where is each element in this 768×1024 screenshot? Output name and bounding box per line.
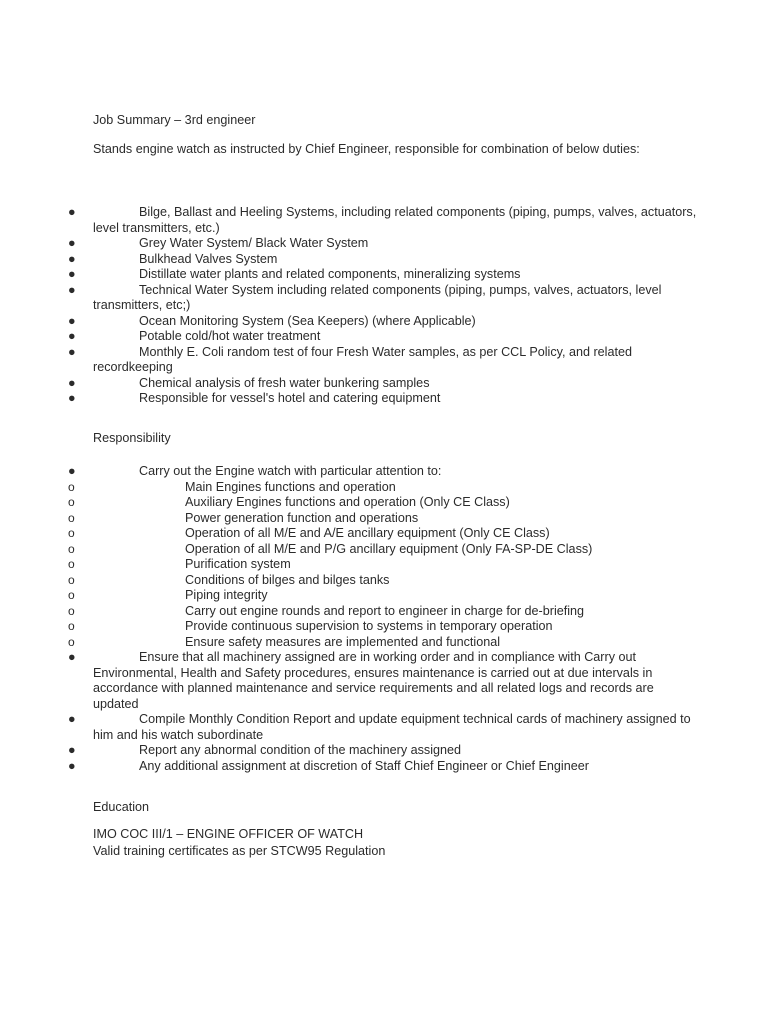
responsibilities-list [0, 464, 700, 774]
duties-list [0, 205, 700, 407]
circle-bullet-icon: o [68, 572, 75, 587]
sub-list-item: o Conditions of bilges and bilges tanks [68, 572, 390, 587]
circle-bullet-icon: o [68, 510, 75, 525]
sub-list-item: o Operation of all M/E and A/E ancillary equipment (Only CE Class) [68, 526, 550, 540]
list-item: ● Carry out the Engine watch with particular attention to: [68, 464, 442, 478]
job-summary-title: Job Summary – 3rd engineer [93, 113, 256, 127]
list-item: ● Ensure that all machinery assigned are in working order and in compliance with Carry out Environmental, Health and Safety procedures, ensures maintenance is carried out at due intervals in accordance with planned maintenance and service requirements and all related logs and records are updated [68, 650, 654, 711]
bullet-icon: ● [68, 375, 76, 390]
sub-list-item: o Main Engines functions and operation [68, 479, 396, 494]
bullet-icon: ● [68, 344, 76, 359]
circle-bullet-icon: o [68, 479, 75, 494]
bullet-icon: ● [68, 282, 76, 297]
bullet-icon: ● [68, 236, 76, 250]
education-line: Valid training certificates as per STCW95 Regulation [93, 844, 386, 858]
circle-bullet-icon: o [68, 588, 75, 602]
responsibility-heading: Responsibility [93, 431, 171, 445]
sub-list-item: o Provide continuous supervision to systems in temporary operation [68, 619, 553, 633]
list-item: ● Bilge, Ballast and Heeling Systems, including related components (piping, pumps, valves, actuators, level transmitters, etc.) [68, 205, 697, 235]
list-item: ● Any additional assignment at discretion of Staff Chief Engineer or Chief Engineer [68, 758, 589, 773]
list-item: ● Responsible for vessel's hotel and catering equipment [68, 391, 441, 405]
circle-bullet-icon: o [68, 541, 75, 556]
summary-paragraph: Stands engine watch as instructed by Chief Engineer, responsible for combination of below duties: [93, 142, 640, 156]
list-item: ● Distillate water plants and related components, mineralizing systems [68, 267, 521, 281]
list-item: ● Potable cold/hot water treatment [68, 329, 321, 343]
sub-list-item: o Auxiliary Engines functions and operation (Only CE Class) [68, 495, 510, 509]
circle-bullet-icon: o [68, 619, 75, 633]
circle-bullet-icon: o [68, 557, 75, 571]
sub-list-item: o Ensure safety measures are implemented and functional [68, 634, 501, 649]
bullet-icon: ● [68, 743, 76, 757]
list-item: ● Grey Water System/ Black Water System [68, 236, 369, 250]
list-item: ● Technical Water System including related components (piping, pumps, valves, actuators, level transmitters, etc;) [68, 282, 662, 312]
list-item: ● Bulkhead Valves System [68, 251, 278, 266]
bullet-icon: ● [68, 464, 76, 478]
sub-list-item: o Piping integrity [68, 588, 268, 602]
list-item: ● Ocean Monitoring System (Sea Keepers) (where Applicable) [68, 313, 476, 328]
bullet-icon: ● [68, 251, 76, 266]
list-item: ● Compile Monthly Condition Report and update equipment technical cards of machinery assigned to him and his watch subordinate [68, 712, 691, 742]
bullet-icon: ● [68, 758, 76, 773]
circle-bullet-icon: o [68, 603, 75, 618]
list-item: ● Monthly E. Coli random test of four Fresh Water samples, as per CCL Policy, and related recordkeeping [68, 344, 632, 374]
sub-list-item: o Carry out engine rounds and report to engineer in charge for de-briefing [68, 603, 585, 618]
list-item: ● Report any abnormal condition of the machinery assigned [68, 743, 462, 757]
bullet-icon: ● [68, 267, 76, 281]
bullet-icon: ● [68, 712, 76, 726]
bullet-icon: ● [68, 205, 76, 219]
sub-list-item: o Operation of all M/E and P/G ancillary equipment (Only FA-SP-DE Class) [68, 541, 593, 556]
bullet-icon: ● [68, 391, 76, 405]
education-heading: Education [93, 800, 150, 814]
sub-list-item: o Power generation function and operations [68, 510, 419, 525]
list-item: ● Chemical analysis of fresh water bunkering samples [68, 375, 430, 390]
circle-bullet-icon: o [68, 634, 75, 649]
bullet-icon: ● [68, 313, 76, 328]
circle-bullet-icon: o [68, 495, 75, 509]
bullet-icon: ● [68, 329, 76, 343]
education-line: IMO COC III/1 – ENGINE OFFICER OF WATCH [93, 827, 364, 841]
sub-list-item: o Purification system [68, 557, 291, 571]
bullet-icon: ● [68, 650, 76, 664]
circle-bullet-icon: o [68, 526, 75, 540]
